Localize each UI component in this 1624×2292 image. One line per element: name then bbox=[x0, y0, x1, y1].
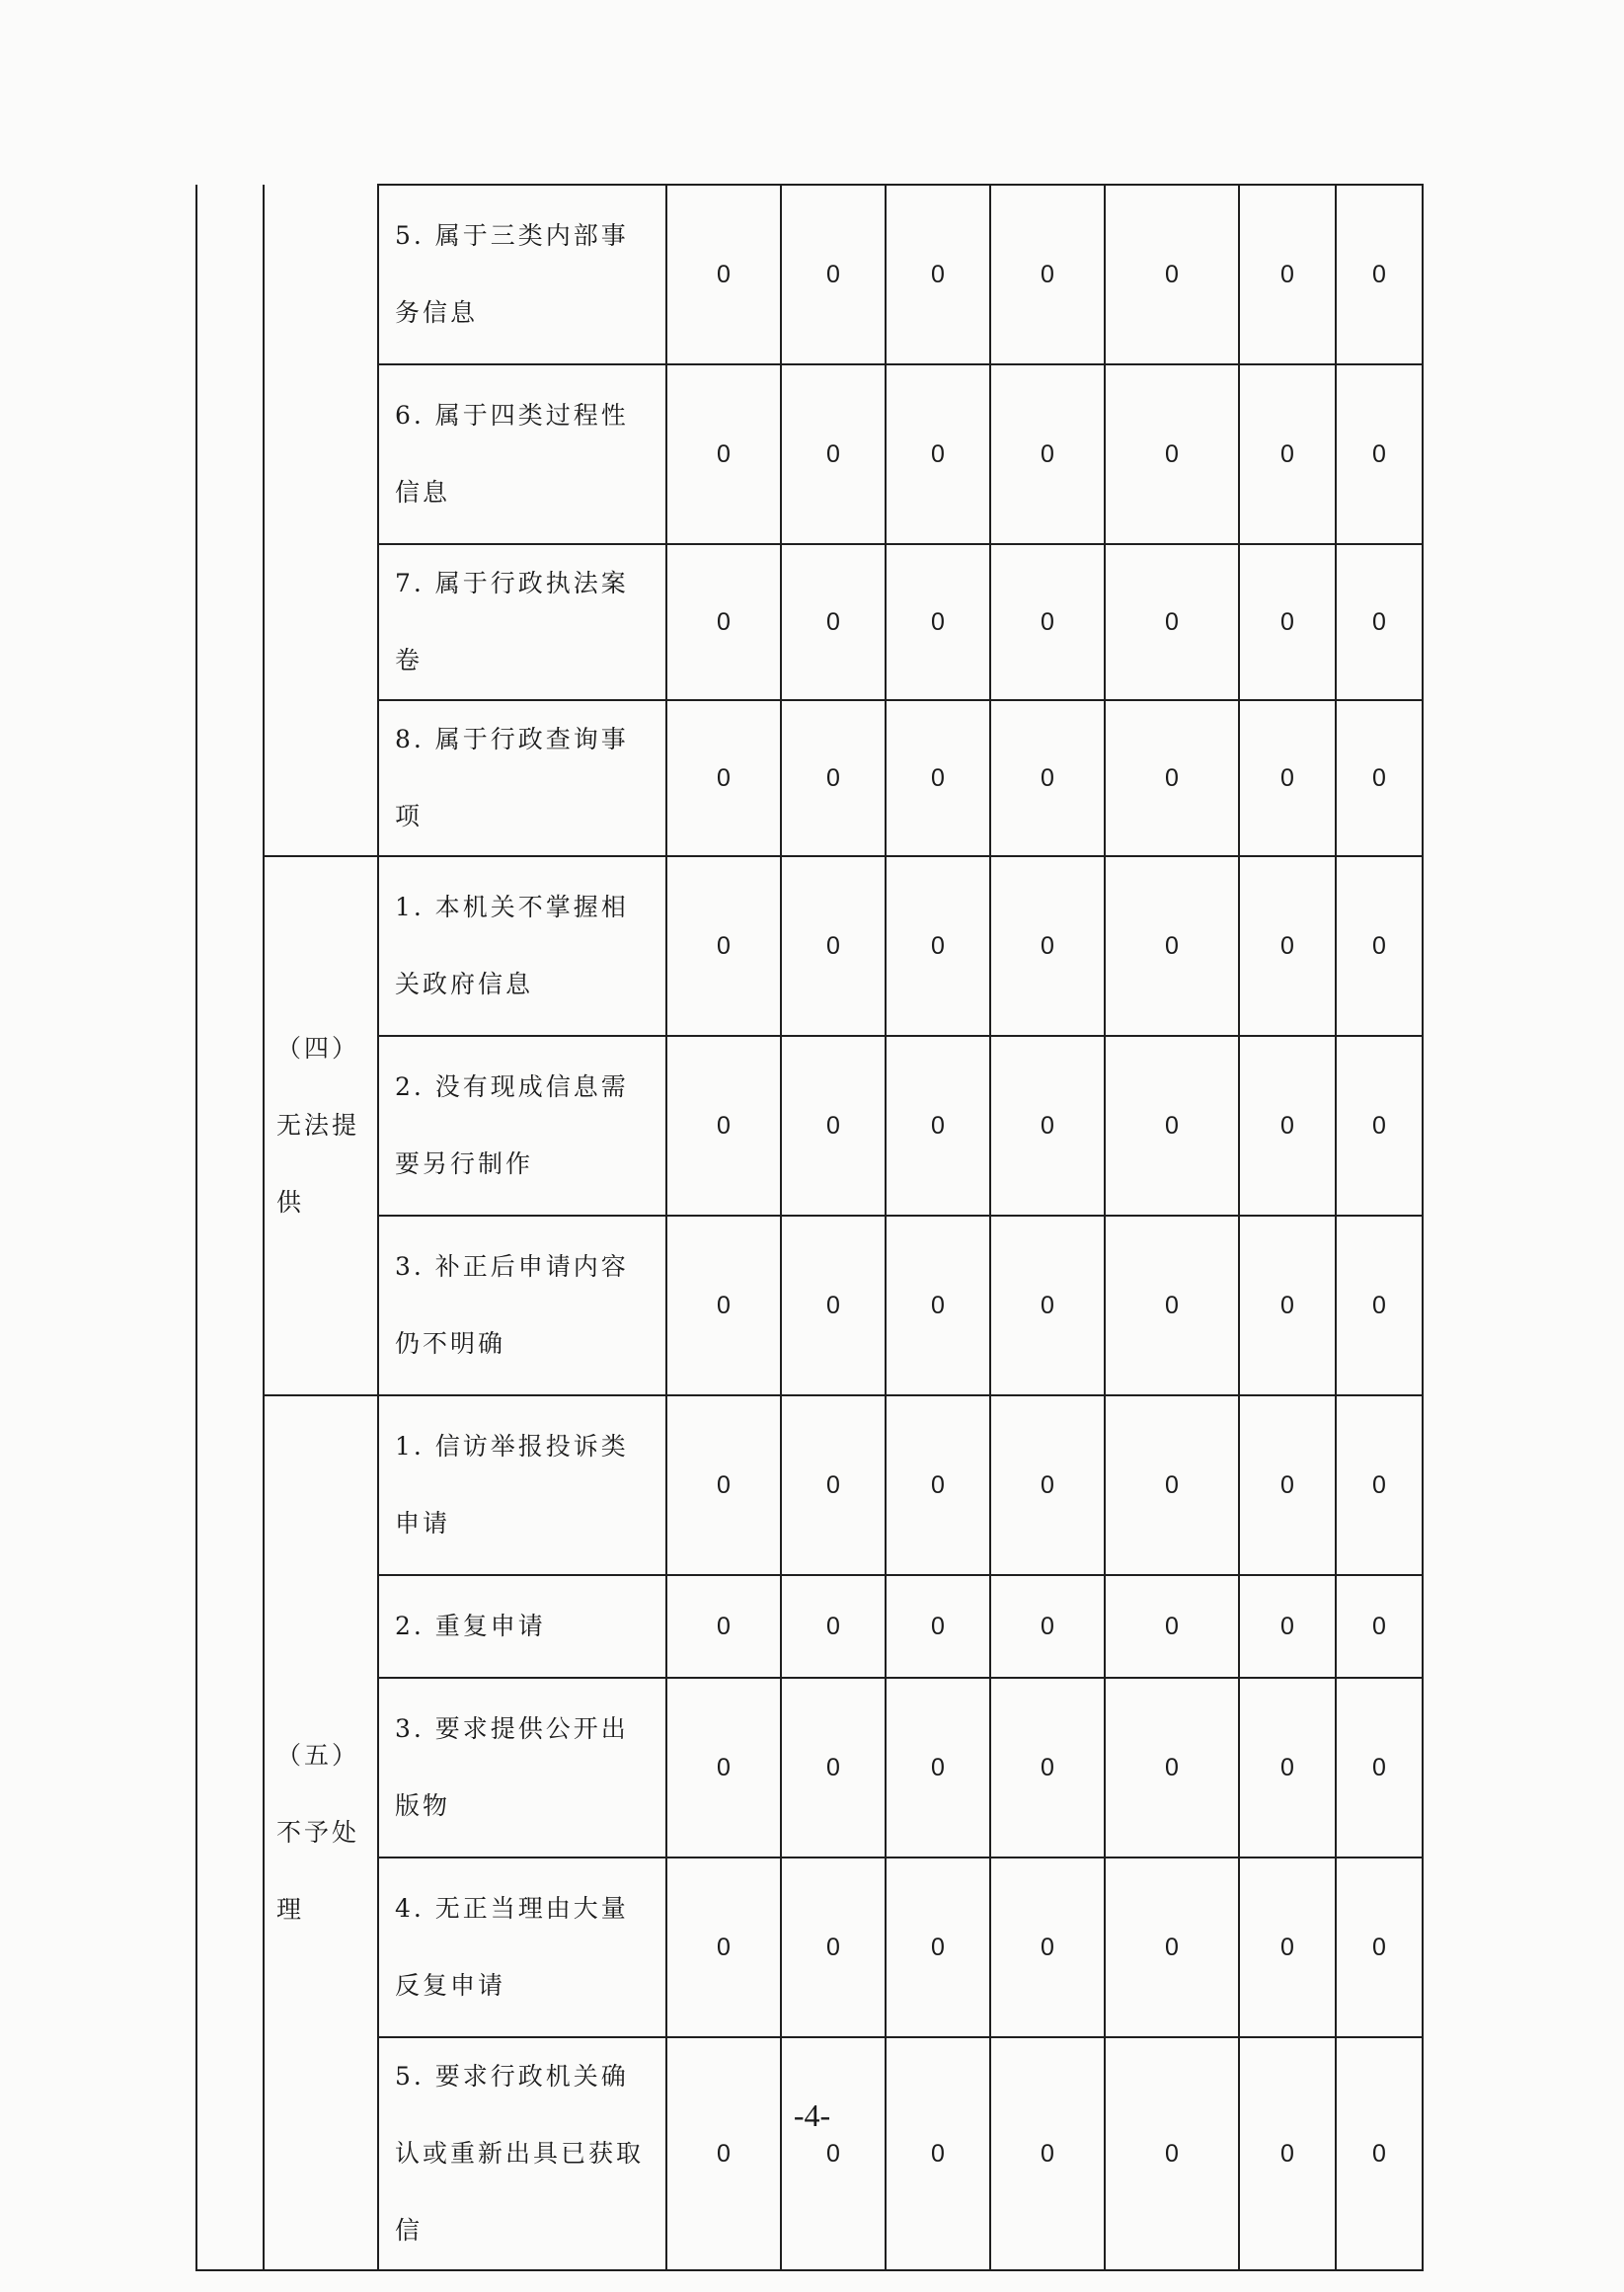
value-cell: 0 bbox=[1336, 364, 1423, 544]
value-cell: 0 bbox=[666, 364, 781, 544]
value-cell: 0 bbox=[990, 856, 1105, 1036]
value-cell: 0 bbox=[1336, 2037, 1423, 2270]
value-cell: 0 bbox=[1105, 2037, 1239, 2270]
value-cell: 0 bbox=[1105, 700, 1239, 856]
value-cell: 0 bbox=[1239, 1216, 1336, 1395]
value-cell: 0 bbox=[886, 2037, 990, 2270]
table-row bbox=[196, 1575, 1423, 1678]
value-cell: 0 bbox=[781, 1395, 886, 1575]
value-cell: 0 bbox=[666, 856, 781, 1036]
table-row bbox=[196, 544, 1423, 700]
value-cell: 0 bbox=[886, 544, 990, 700]
value-cell: 0 bbox=[1336, 1036, 1423, 1216]
value-cell: 0 bbox=[666, 1678, 781, 1857]
row-label: 5. 要求行政机关确认或重新出具已获取信 bbox=[378, 2037, 666, 2270]
value-cell: 0 bbox=[990, 544, 1105, 700]
row-label: 5. 属于三类内部事务信息 bbox=[378, 185, 666, 364]
value-cell: 0 bbox=[666, 1575, 781, 1678]
value-cell: 0 bbox=[1239, 1857, 1336, 2037]
value-cell: 0 bbox=[1336, 1857, 1423, 2037]
value-cell: 0 bbox=[1239, 700, 1336, 856]
category-line: 供 bbox=[276, 1188, 305, 1217]
value-cell: 0 bbox=[1336, 856, 1423, 1036]
value-cell: 0 bbox=[1336, 1395, 1423, 1575]
page-number: -4- bbox=[793, 2097, 831, 2133]
value-cell: 0 bbox=[1239, 364, 1336, 544]
value-cell: 0 bbox=[886, 1395, 990, 1575]
value-cell: 0 bbox=[781, 1678, 886, 1857]
value-cell: 0 bbox=[990, 185, 1105, 364]
value-cell: 0 bbox=[886, 1678, 990, 1857]
table-row bbox=[196, 856, 1423, 1036]
value-cell: 0 bbox=[781, 2037, 886, 2270]
value-cell: 0 bbox=[1239, 1395, 1336, 1575]
value-cell: 0 bbox=[666, 1857, 781, 2037]
value-cell: 0 bbox=[990, 1395, 1105, 1575]
value-cell: 0 bbox=[666, 1036, 781, 1216]
value-cell: 0 bbox=[1239, 2037, 1336, 2270]
value-cell: 0 bbox=[886, 364, 990, 544]
table-row bbox=[196, 364, 1423, 544]
value-cell: 0 bbox=[1336, 1216, 1423, 1395]
table-body bbox=[196, 185, 1423, 2270]
value-cell: 0 bbox=[990, 1036, 1105, 1216]
table-row bbox=[196, 1395, 1423, 1575]
value-cell: 0 bbox=[1105, 185, 1239, 364]
category-line: （四） bbox=[276, 1034, 360, 1063]
value-cell: 0 bbox=[666, 1216, 781, 1395]
value-cell: 0 bbox=[990, 364, 1105, 544]
table-row bbox=[196, 1036, 1423, 1216]
value-cell: 0 bbox=[990, 1857, 1105, 2037]
table-row bbox=[196, 700, 1423, 856]
value-cell: 0 bbox=[886, 1857, 990, 2037]
value-cell: 0 bbox=[781, 364, 886, 544]
value-cell: 0 bbox=[1105, 1395, 1239, 1575]
row-label: 4. 无正当理由大量反复申请 bbox=[378, 1857, 666, 2037]
value-cell: 0 bbox=[781, 700, 886, 856]
value-cell: 0 bbox=[990, 2037, 1105, 2270]
value-cell: 0 bbox=[666, 1395, 781, 1575]
value-cell: 0 bbox=[886, 1575, 990, 1678]
category-cell bbox=[264, 185, 378, 856]
table-row bbox=[196, 1678, 1423, 1857]
value-cell: 0 bbox=[781, 1036, 886, 1216]
row-label: 1. 本机关不掌握相关政府信息 bbox=[378, 856, 666, 1036]
value-cell: 0 bbox=[781, 1216, 886, 1395]
value-cell: 0 bbox=[886, 1216, 990, 1395]
value-cell: 0 bbox=[1336, 544, 1423, 700]
value-cell: 0 bbox=[1105, 1857, 1239, 2037]
category-cell bbox=[264, 856, 378, 1395]
value-cell: 0 bbox=[781, 185, 886, 364]
value-cell: 0 bbox=[1105, 856, 1239, 1036]
statistics-table bbox=[195, 184, 1424, 2271]
row-label: 1. 信访举报投诉类申请 bbox=[378, 1395, 666, 1575]
value-cell: 0 bbox=[1105, 1216, 1239, 1395]
value-cell: 0 bbox=[990, 1216, 1105, 1395]
value-cell: 0 bbox=[666, 700, 781, 856]
value-cell: 0 bbox=[1336, 700, 1423, 856]
value-cell: 0 bbox=[1105, 1036, 1239, 1216]
value-cell: 0 bbox=[781, 856, 886, 1036]
value-cell: 0 bbox=[1239, 1575, 1336, 1678]
category-line: 不予处 bbox=[276, 1818, 360, 1847]
category-line: 无法提 bbox=[276, 1111, 360, 1140]
table-row bbox=[196, 1216, 1423, 1395]
value-cell: 0 bbox=[1239, 1678, 1336, 1857]
value-cell: 0 bbox=[1239, 856, 1336, 1036]
row-label: 2. 重复申请 bbox=[378, 1575, 666, 1678]
category-cell bbox=[264, 1395, 378, 2270]
value-cell: 0 bbox=[781, 544, 886, 700]
row-label: 3. 要求提供公开出版物 bbox=[378, 1678, 666, 1857]
value-cell: 0 bbox=[781, 1575, 886, 1678]
row-label: 6. 属于四类过程性信息 bbox=[378, 364, 666, 544]
value-cell: 0 bbox=[1105, 364, 1239, 544]
row-label: 8. 属于行政查询事项 bbox=[378, 700, 666, 856]
category-line: （五） bbox=[276, 1741, 360, 1770]
category-line: 理 bbox=[276, 1895, 305, 1924]
value-cell: 0 bbox=[1239, 544, 1336, 700]
value-cell: 0 bbox=[1336, 185, 1423, 364]
table-row bbox=[196, 185, 1423, 364]
value-cell: 0 bbox=[886, 185, 990, 364]
value-cell: 0 bbox=[1105, 1678, 1239, 1857]
value-cell: 0 bbox=[1105, 1575, 1239, 1678]
outer-column bbox=[196, 185, 264, 2270]
value-cell: 0 bbox=[1105, 544, 1239, 700]
table-row bbox=[196, 1857, 1423, 2037]
value-cell: 0 bbox=[1239, 1036, 1336, 1216]
row-label: 2. 没有现成信息需要另行制作 bbox=[378, 1036, 666, 1216]
value-cell: 0 bbox=[781, 1857, 886, 2037]
row-label: 3. 补正后申请内容仍不明确 bbox=[378, 1216, 666, 1395]
row-label: 7. 属于行政执法案卷 bbox=[378, 544, 666, 700]
value-cell: 0 bbox=[886, 1036, 990, 1216]
value-cell: 0 bbox=[886, 700, 990, 856]
table-row bbox=[196, 2037, 1423, 2270]
value-cell: 0 bbox=[886, 856, 990, 1036]
value-cell: 0 bbox=[990, 700, 1105, 856]
value-cell: 0 bbox=[1239, 185, 1336, 364]
value-cell: 0 bbox=[666, 544, 781, 700]
value-cell: 0 bbox=[666, 2037, 781, 2270]
value-cell: 0 bbox=[990, 1575, 1105, 1678]
value-cell: 0 bbox=[990, 1678, 1105, 1857]
value-cell: 0 bbox=[1336, 1678, 1423, 1857]
value-cell: 0 bbox=[666, 185, 781, 364]
value-cell: 0 bbox=[1336, 1575, 1423, 1678]
